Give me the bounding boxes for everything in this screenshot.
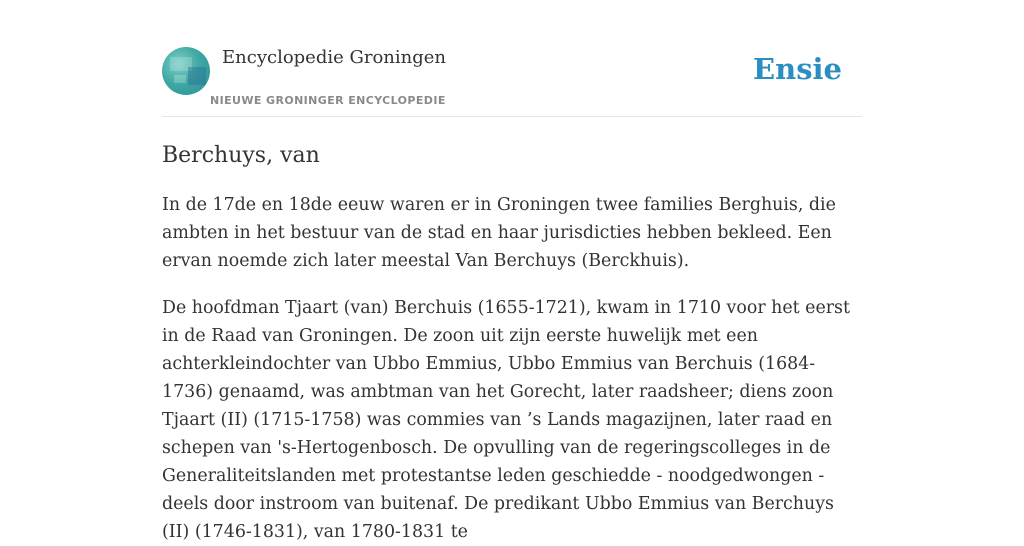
site-logo[interactable]	[162, 47, 210, 95]
site-header	[162, 0, 862, 117]
article-paragraph: In de 17de en 18de eeuw waren er in Groningen twee families Berghuis, die ambten in het bestuur van de stad en haar jurisdicties hebben bekleed. Een ervan noemde zich later meestal Van Berchuys (Berckhuis).	[162, 195, 836, 271]
site-subtitle: NIEUWE GRONINGER ENCYCLOPEDIE	[210, 94, 446, 107]
site-title[interactable]: Encyclopedie Groningen	[222, 47, 447, 68]
logo-tile	[174, 75, 186, 83]
ensie-brand-link[interactable]: Ensie	[753, 52, 842, 86]
page	[162, 0, 862, 546]
article-paragraph: De hoofdman Tjaart (van) Berchuis (1655-1721), kwam in 1710 voor het eerst in de Raad van Groningen. De zoon uit zijn eerste huwelijk met een achterkleindochter van Ubbo Emmius, Ubbo Emmius van Berchuis (1684-1736) genaamd, was ambtman van het Gorecht, later raadsheer; diens zoon Tjaart (II) (1715-1758) was commies van ’s Lands magazijnen, later raad en schepen van 's-Hertogenbosch. De opvulling van de regeringscolleges in de Generaliteitslanden met protestantse leden geschiedde - noodgedwongen - deels door instroom van buitenaf. De predikant Ubbo Emmius van Berchuys (II) (1746-1831), van 1780-1831 te	[162, 298, 850, 542]
article-title: Berchuys, van	[162, 143, 320, 168]
logo-tile	[188, 67, 206, 85]
